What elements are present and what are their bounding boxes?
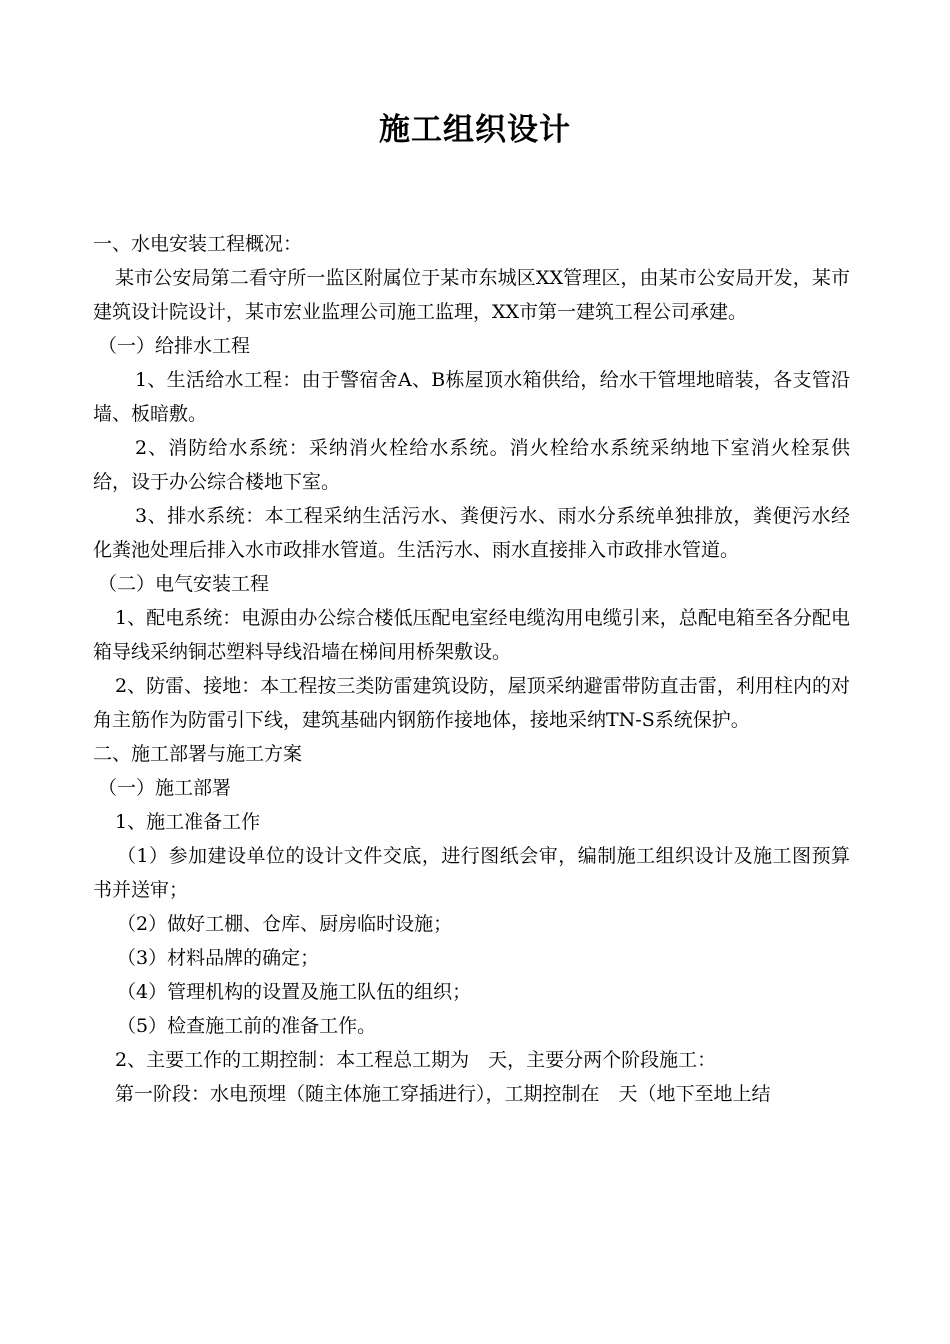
section-heading-1: 一、水电安装工程概况： [93,233,303,255]
list-item-4: （4）管理机构的设置及施工队伍的组织； [117,981,472,1003]
subsection-heading-electrical: （二）电气安装工程 [98,573,270,595]
list-item-5: （5）检查施工前的准备工作。 [117,1015,377,1037]
section-heading-2: 二、施工部署与施工方案 [93,743,303,765]
document-title: 施工组织设计 [379,112,571,148]
paragraph-schedule: 2、主要工作的工期控制：本工程总工期为 天，主要分两个阶段施工： [115,1049,717,1071]
item-heading-preparation: 1、施工准备工作 [115,811,261,833]
list-item-3: （3）材料品牌的确定； [117,947,320,969]
paragraph-power-distribution: 1、配电系统：电源由办公综合楼低压配电室经电缆沟用电缆引来，总配电箱至各分配电箱导线采纳铜芯塑料导线沿墙在梯间用桥架敷设。 [93,607,850,663]
paragraph-drainage: 3、排水系统：本工程采纳生活污水、粪便污水、雨水分系统单独排放，粪便污水经化粪池处理后排入水市政排水管道。生活污水、雨水直接排入市政排水管道。 [93,505,850,561]
list-item-2: （2）做好工棚、仓库、厨房临时设施； [117,913,453,935]
paragraph-water-supply: 1、生活给水工程：由于警宿舍A、B栋屋顶水箱供给，给水干管埋地暗装，各支管沿墙、板暗敷。 [93,369,850,425]
document-body [93,227,850,1111]
paragraph-phase-one: 第一阶段：水电预埋（随主体施工穿插进行），工期控制在 天（地下至地上结 [115,1083,771,1105]
list-item-1: （1）参加建设单位的设计文件交底，进行图纸会审，编制施工组织设计及施工图预算书并送审； [93,845,850,901]
paragraph-overview: 某市公安局第二看守所一监区附属位于某市东城区XX管理区，由某市公安局开发，某市建筑设计院设计，某市宏业监理公司施工监理，XX市第一建筑工程公司承建。 [93,267,850,323]
paragraph-lightning-grounding: 2、防雷、接地：本工程按三类防雷建筑设防，屋顶采纳避雷带防直击雷，利用柱内的对角主筋作为防雷引下线，建筑基础内钢筋作接地体，接地采纳TN-S系统保护。 [93,675,850,731]
paragraph-fire-water: 2、消防给水系统：采纳消火栓给水系统。消火栓给水系统采纳地下室消火栓泵供给，设于办公综合楼地下室。 [93,437,850,493]
subsection-heading-water: （一）给排水工程 [98,335,251,357]
subsection-heading-deployment: （一）施工部署 [98,777,232,799]
